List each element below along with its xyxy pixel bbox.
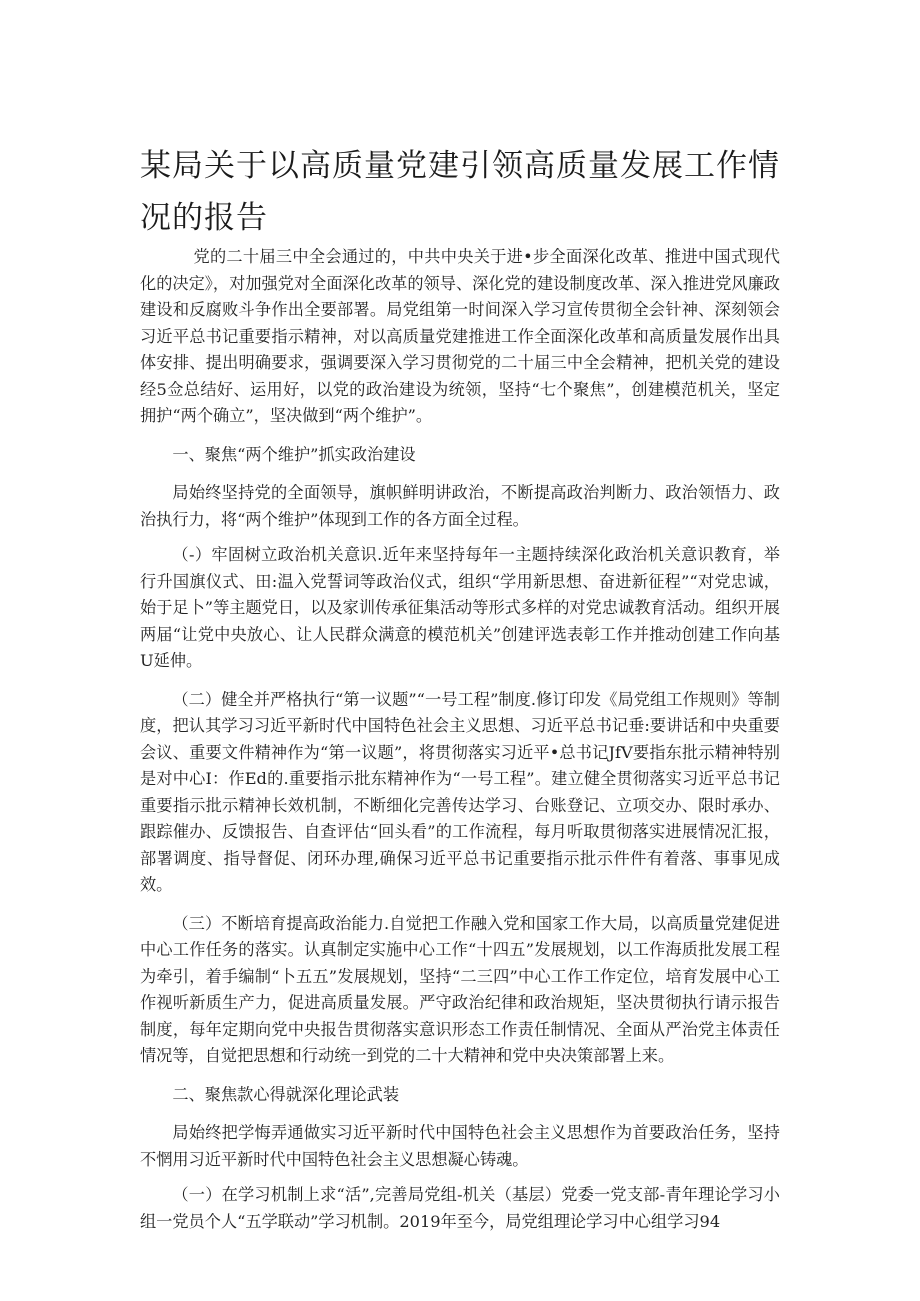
document-body (140, 244, 780, 1235)
section-heading-2: 二、聚焦款心得就深化理论武装 (172, 1084, 400, 1104)
section-heading-1: 一、聚焦“两个维护”抓实政治建设 (172, 444, 416, 464)
document-title: 某局关于以高质量党建引领高质量发展工作情况的报告 (140, 148, 780, 236)
intro-paragraph: 党的二十届三中全会通过的，中共中央关于进•步全面深化改革、推进中国式现代化的决定》，对加强党对全面深化改革的领导、深化党的建设制度改革、深入推进党风廉政建设和反腐败斗争作出全要部署。局党组第一时间深入学习宣传贯彻全会针神、深刻领会习近平总书记重要指示精神，对以高质量党建推进工作全面深化改革和高质量发展作出具体安排、提出明确要求，强调要深入学习贯彻党的二十届三中全会精神，把机关党的建设经5佥总结好、运用好，以党的政治建设为统领，坚持“七个聚焦”，创建模范机关，坚定拥护“两个确立”，坚决做到“两个维护”。 (140, 247, 780, 425)
subsection-paragraph-2-1: （一）在学习机制上求“活”,完善局党组-机关（基层）党委一党支部-青年理论学习小组一党员个人“五学联动”学习机制。2019年至今，局党组理论学习中心组学习94 (140, 1185, 780, 1231)
body-paragraph: 局始终把学悔弄通做实习近平新时代中国特色社会主义思想作为首要政治任务，坚持不惘用习近平新时代中国特色社会主义思想凝心铸魂。 (140, 1123, 780, 1169)
subsection-paragraph-1-3: （三）不断培育提高政治能力.自觉把工作融入党和国家工作大局，以高质量党建促进中心工作任务的落实。认真制定实施中心工作“十四五”发展规划，以工作海质批发展工程为牵引，着手编制“卜五五”发展规划，坚持“二三四”中心工作工作定位，培育发展中心工作视听新质生产力，促进高质量发展。严守政治纪律和政治规矩，坚决贯彻执行请示报告制度，每年定期向党中央报告贯彻落实意识形态工作责任制情况、全面从严治党主体责任情况等，自觉把思想和行动统一到党的二十大精神和党中央决策部署上来。 (140, 913, 780, 1065)
body-paragraph: 局始终坚持党的全面领导，旗帜鲜明讲政治，不断提高政治判断力、政治领悟力、政治执行力，将“两个维护”体现到工作的各方面全过程。 (140, 483, 780, 529)
subsection-paragraph-1-1: （-）牢固树立政治机关意识.近年来坚持每年一主题持续深化政治机关意识教育，举行升国旗仪式、田:温入党誓词等政治仪式，组织“学用新思想、奋进新征程”“对党忠诚，始于足卜”等主题党日，以及家训传承征集活动等形式多样的对党忠诚教育活动。组织开展两届“让党中央放心、让人民群众满意的模范机关”创建评选表彰工作并推动创建工作向基U延伸。 (140, 545, 780, 670)
subsection-paragraph-1-2: （二）健全并严格执行“第一议题”“一号工程”制度.修订印发《局党组工作规则》等制度，把认其学习习近平新时代中国特色社会主义思想、习近平总书记垂:要讲话和中央重要会议、重要文件精神作为“第一议题”，将贯彻落实习近平•总书记JfV要指东批示精神特别是对中心I：作Ed的.重要指示批东精神作为“一号工程”。建立健全贯彻落实习近平总书记重要指示批示精神长效机制，不断细化完善传达学习、台账登记、立项交办、限时承办、跟踪催办、反馈报告、自查评估“回头看”的工作流程，每月听取贯彻落实进展情况汇报，部署调度、指导督促、闭环办理,确保习近平总书记重要指示批示件件有着落、事事见成效。 (140, 689, 780, 894)
